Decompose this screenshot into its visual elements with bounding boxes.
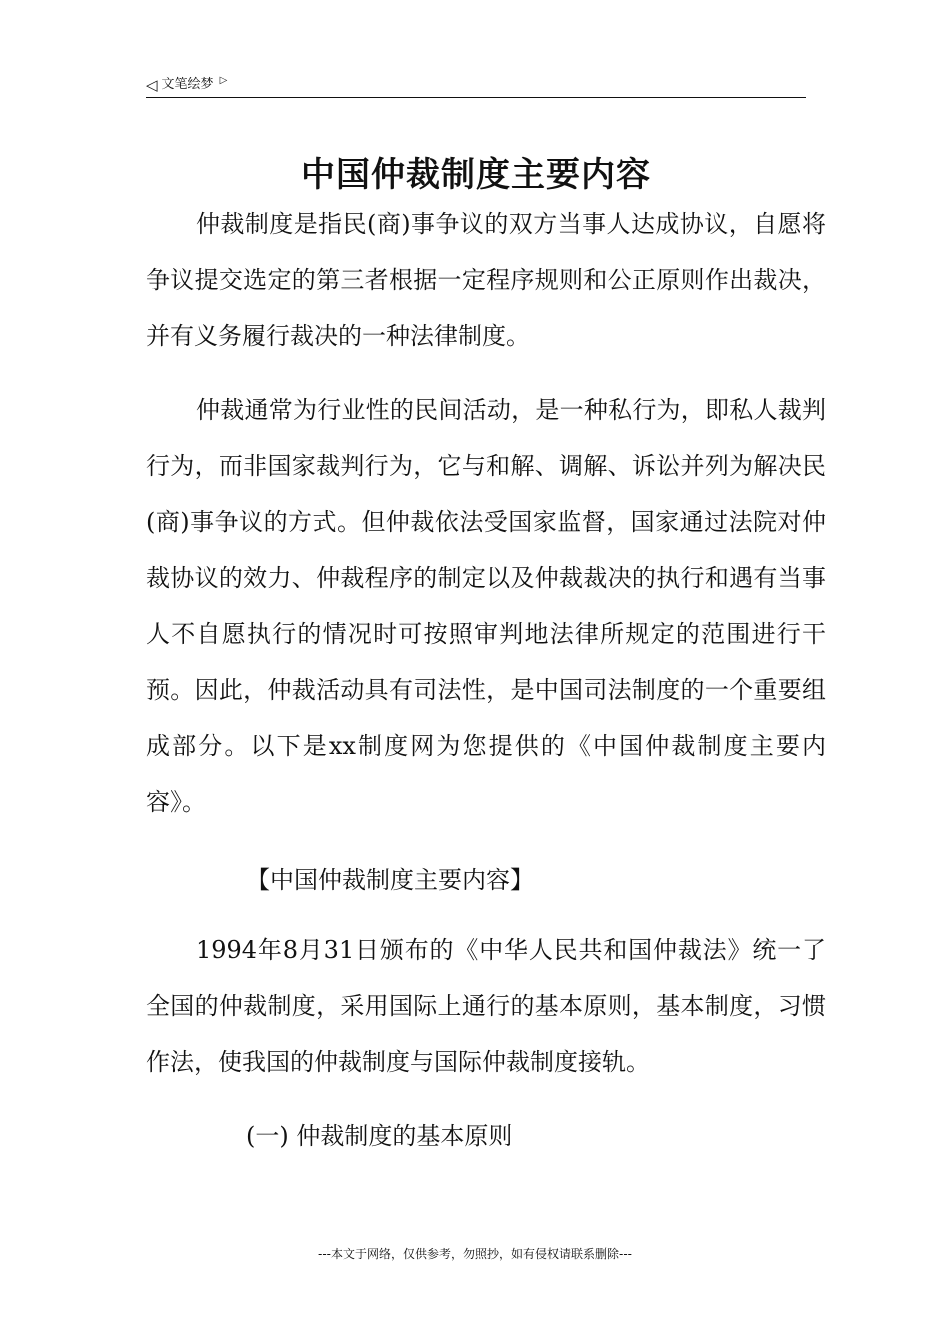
section-heading: 【中国仲裁制度主要内容】 (246, 866, 534, 894)
triangle-left-icon: ◁ (146, 76, 158, 94)
header-brand: 文笔绘梦 (161, 77, 214, 92)
triangle-right-icon: ▷ (219, 75, 228, 86)
page-header (146, 74, 806, 96)
header-divider (146, 97, 806, 98)
paragraph-definition: 仲裁制度是指民(商)事争议的双方当事人达成协议，自愿将争议提交选定的第三者根据一定程序规则和公正原则作出裁决，并有义务履行裁决的一种法律制度。 (146, 210, 826, 350)
footer-notice: ---本文于网络，仅供参考，勿照抄，如有侵权请联系删除--- (318, 1247, 632, 1261)
document-title: 中国仲裁制度主要内容 (301, 154, 651, 195)
paragraph-arbitration-law: 1994年8月31日颁布的《中华人民共和国仲裁法》统一了全国的仲裁制度，采用国际上通行的基本原则，基本制度，习惯作法，使我国的仲裁制度与国际仲裁制度接轨。 (146, 936, 826, 1076)
paragraph-nature: 仲裁通常为行业性的民间活动，是一种私行为，即私人裁判行为，而非国家裁判行为，它与和解、调解、诉讼并列为解决民(商)事争议的方式。但仲裁依法受国家监督，国家通过法院对仲裁协议的效力、仲裁程序的制定以及仲裁裁决的执行和遇有当事人不自愿执行的情况时可按照审判地法律所规定的范围进行干预。因此，仲裁活动具有司法性，是中国司法制度的一个重要组成部分。以下是xx制度网为您提供的《中国仲裁制度主要内容》。 (146, 396, 826, 816)
sub-heading-basic-principles: (一) 仲裁制度的基本原则 (246, 1122, 513, 1150)
